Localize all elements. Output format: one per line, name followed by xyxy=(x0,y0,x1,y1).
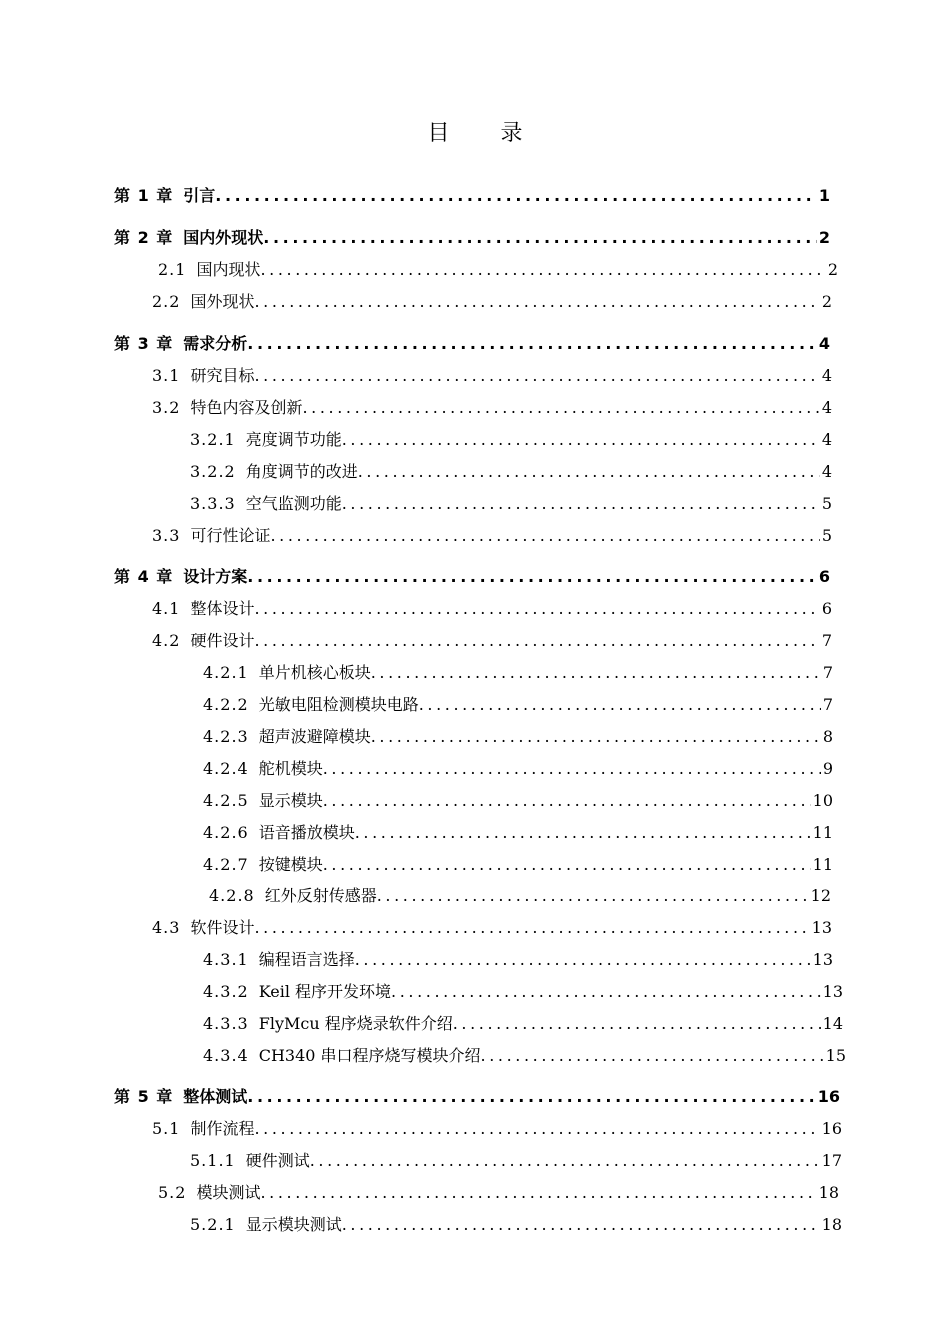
dot-leader xyxy=(270,526,819,546)
toc-entry-3-3-3[interactable] xyxy=(190,494,832,514)
dot-leader xyxy=(247,334,817,354)
entry-label: 模块测试 xyxy=(196,1183,261,1202)
entry-label: 可行性论证 xyxy=(190,526,271,545)
entry-page: 4 xyxy=(821,430,832,449)
entry-page: 5 xyxy=(821,526,832,545)
entry-label: 研究目标 xyxy=(190,366,255,385)
entry-page: 18 xyxy=(821,1215,842,1234)
entry-number: 5.1 xyxy=(152,1119,181,1138)
toc-entry-ch4[interactable] xyxy=(114,567,830,587)
toc-entry-4-2-7[interactable] xyxy=(203,855,833,875)
dot-leader xyxy=(419,695,821,715)
dot-leader xyxy=(358,462,820,482)
entry-label: 制作流程 xyxy=(190,1119,255,1138)
entry-page: 4 xyxy=(821,366,832,385)
toc-entry-4-3-2[interactable] xyxy=(203,982,843,1002)
entry-number: 4.3 xyxy=(152,918,181,937)
entry-label: 语音播放模块 xyxy=(258,823,355,842)
entry-page: 16 xyxy=(817,1087,840,1106)
entry-number: 3.3.3 xyxy=(190,494,236,513)
dot-leader xyxy=(323,759,821,779)
entry-page: 8 xyxy=(822,727,833,746)
toc-entry-ch3[interactable] xyxy=(114,334,830,354)
entry-page: 13 xyxy=(812,950,833,969)
entry-label: Keil 程序开发环境 xyxy=(258,982,392,1001)
toc-entry-4-2-1[interactable] xyxy=(203,663,833,683)
entry-page: 14 xyxy=(822,1014,843,1033)
entry-label: 单片机核心板块 xyxy=(258,663,371,682)
toc-entry-4-2-6[interactable] xyxy=(203,823,833,843)
entry-number: 4.3.4 xyxy=(203,1046,249,1065)
entry-page: 15 xyxy=(825,1046,846,1065)
entry-number: 第 3 章 xyxy=(114,334,174,353)
toc-entry-2-2[interactable] xyxy=(152,292,832,312)
dot-leader xyxy=(254,599,819,619)
dot-leader xyxy=(371,663,821,683)
toc-entry-5-2-1[interactable] xyxy=(190,1215,842,1235)
toc-entry-ch1[interactable] xyxy=(114,186,830,206)
entry-label: 舵机模块 xyxy=(258,759,323,778)
toc-entry-4-2-5[interactable] xyxy=(203,791,833,811)
entry-page: 11 xyxy=(812,823,833,842)
entry-label: 超声波避障模块 xyxy=(258,727,371,746)
entry-page: 4 xyxy=(821,462,832,481)
entry-label: FlyMcu 程序烧录软件介绍 xyxy=(258,1014,453,1033)
dot-leader xyxy=(302,398,819,418)
dot-leader xyxy=(377,886,809,906)
toc-entry-ch2[interactable] xyxy=(114,228,830,248)
dot-leader xyxy=(323,791,811,811)
entry-number: 4.2.8 xyxy=(209,886,255,905)
entry-page: 2 xyxy=(827,260,838,279)
entry-page: 7 xyxy=(821,631,832,650)
dot-leader xyxy=(323,855,811,875)
entry-number: 4.2.7 xyxy=(203,855,249,874)
entry-label: 编程语言选择 xyxy=(258,950,355,969)
entry-number: 4.1 xyxy=(152,599,181,618)
dot-leader xyxy=(342,1215,820,1235)
entry-label: 显示模块 xyxy=(258,791,323,810)
entry-label: 光敏电阻检测模块电路 xyxy=(258,695,419,714)
dot-leader xyxy=(254,366,819,386)
entry-number: 2.1 xyxy=(158,260,187,279)
entry-label: 空气监测功能 xyxy=(245,494,342,513)
entry-number: 4.2.6 xyxy=(203,823,249,842)
dot-leader xyxy=(254,1119,819,1139)
entry-page: 13 xyxy=(811,918,832,937)
toc-entry-4-3[interactable] xyxy=(152,918,832,938)
dot-leader xyxy=(215,186,817,206)
entry-label: 设计方案 xyxy=(183,567,248,586)
toc-entry-ch5[interactable] xyxy=(114,1087,840,1107)
entry-page: 13 xyxy=(822,982,843,1001)
entry-label: 国内外现状 xyxy=(183,228,264,247)
entry-number: 3.3 xyxy=(152,526,181,545)
toc-entry-4-3-1[interactable] xyxy=(203,950,833,970)
entry-page: 10 xyxy=(812,791,833,810)
entry-page: 18 xyxy=(818,1183,839,1202)
toc-entry-3-2[interactable] xyxy=(152,398,832,418)
dot-leader xyxy=(254,292,819,312)
toc-entry-4-2-4[interactable] xyxy=(203,759,833,779)
dot-leader xyxy=(254,918,809,938)
entry-number: 3.2.2 xyxy=(190,462,236,481)
entry-number: 第 2 章 xyxy=(114,228,174,247)
dot-leader xyxy=(247,1087,815,1107)
entry-number: 4.3.2 xyxy=(203,982,249,1001)
entry-label: 角度调节的改进 xyxy=(245,462,358,481)
entry-page: 6 xyxy=(821,599,832,618)
entry-label: 红外反射传感器 xyxy=(264,886,377,905)
toc-entry-3-2-2[interactable] xyxy=(190,462,832,482)
entry-label: 按键模块 xyxy=(258,855,323,874)
entry-page: 12 xyxy=(810,886,831,905)
entry-label: 国内现状 xyxy=(196,260,261,279)
toc-entry-3-3[interactable] xyxy=(152,526,832,546)
dot-leader xyxy=(260,1183,816,1203)
entry-page: 4 xyxy=(818,334,830,353)
entry-label: 需求分析 xyxy=(183,334,248,353)
toc-entry-4-1[interactable] xyxy=(152,599,832,619)
entry-number: 2.2 xyxy=(152,292,181,311)
toc-entry-4-2-2[interactable] xyxy=(203,695,833,715)
dot-leader xyxy=(355,950,811,970)
entry-number: 第 1 章 xyxy=(114,186,174,205)
entry-page: 6 xyxy=(818,567,830,586)
toc-entry-4-3-3[interactable] xyxy=(203,1014,843,1034)
toc-entry-5-2[interactable] xyxy=(158,1183,839,1203)
entry-number: 4.2.4 xyxy=(203,759,249,778)
entry-number: 4.3.3 xyxy=(203,1014,249,1033)
dot-leader xyxy=(355,823,811,843)
entry-page: 17 xyxy=(821,1151,842,1170)
dot-leader xyxy=(263,228,817,248)
toc-entry-4-2-3[interactable] xyxy=(203,727,833,747)
entry-page: 11 xyxy=(812,855,833,874)
entry-page: 2 xyxy=(818,228,830,247)
toc-entry-5-1-1[interactable] xyxy=(190,1151,842,1171)
entry-label: 整体测试 xyxy=(183,1087,248,1106)
entry-page: 7 xyxy=(822,695,833,714)
dot-leader xyxy=(254,631,819,651)
entry-label: 国外现状 xyxy=(190,292,255,311)
toc-entry-3-1[interactable] xyxy=(152,366,832,386)
entry-label: CH340 串口程序烧写模块介绍 xyxy=(258,1046,481,1065)
entry-page: 7 xyxy=(822,663,833,682)
entry-label: 特色内容及创新 xyxy=(190,398,303,417)
entry-number: 4.2.2 xyxy=(203,695,249,714)
dot-leader xyxy=(342,430,820,450)
entry-number: 5.1.1 xyxy=(190,1151,236,1170)
dot-leader xyxy=(247,567,817,587)
entry-page: 2 xyxy=(821,292,832,311)
entry-number: 5.2.1 xyxy=(190,1215,236,1234)
entry-number: 4.3.1 xyxy=(203,950,249,969)
toc-entry-4-2[interactable] xyxy=(152,631,832,651)
entry-page: 9 xyxy=(822,759,833,778)
toc-entry-5-1[interactable] xyxy=(152,1119,842,1139)
entry-label: 整体设计 xyxy=(190,599,255,618)
dot-leader xyxy=(310,1151,820,1171)
dot-leader xyxy=(260,260,825,280)
entry-label: 软件设计 xyxy=(190,918,255,937)
toc-title: 目 录 xyxy=(427,121,545,146)
entry-page: 16 xyxy=(821,1119,842,1138)
dot-leader xyxy=(391,982,821,1002)
dot-leader xyxy=(453,1014,821,1034)
toc-entry-3-2-1[interactable] xyxy=(190,430,832,450)
entry-number: 3.2 xyxy=(152,398,181,417)
entry-label: 显示模块测试 xyxy=(245,1215,342,1234)
entry-page: 1 xyxy=(818,186,830,205)
entry-number: 3.2.1 xyxy=(190,430,236,449)
entry-number: 4.2 xyxy=(152,631,181,650)
entry-number: 第 4 章 xyxy=(114,567,174,586)
dot-leader xyxy=(481,1046,824,1066)
entry-page: 5 xyxy=(821,494,832,513)
entry-label: 硬件测试 xyxy=(245,1151,310,1170)
entry-number: 4.2.1 xyxy=(203,663,249,682)
entry-number: 第 5 章 xyxy=(114,1087,174,1106)
entry-label: 亮度调节功能 xyxy=(245,430,342,449)
dot-leader xyxy=(371,727,821,747)
toc-entry-2-1[interactable] xyxy=(158,260,838,280)
entry-page: 4 xyxy=(821,398,832,417)
entry-number: 5.2 xyxy=(158,1183,187,1202)
entry-label: 硬件设计 xyxy=(190,631,255,650)
entry-number: 4.2.5 xyxy=(203,791,249,810)
entry-label: 引言 xyxy=(183,186,216,205)
toc-entry-4-3-4[interactable] xyxy=(203,1046,846,1066)
entry-number: 4.2.3 xyxy=(203,727,249,746)
toc-entry-4-2-8[interactable] xyxy=(209,886,831,906)
dot-leader xyxy=(342,494,820,514)
entry-number: 3.1 xyxy=(152,366,181,385)
